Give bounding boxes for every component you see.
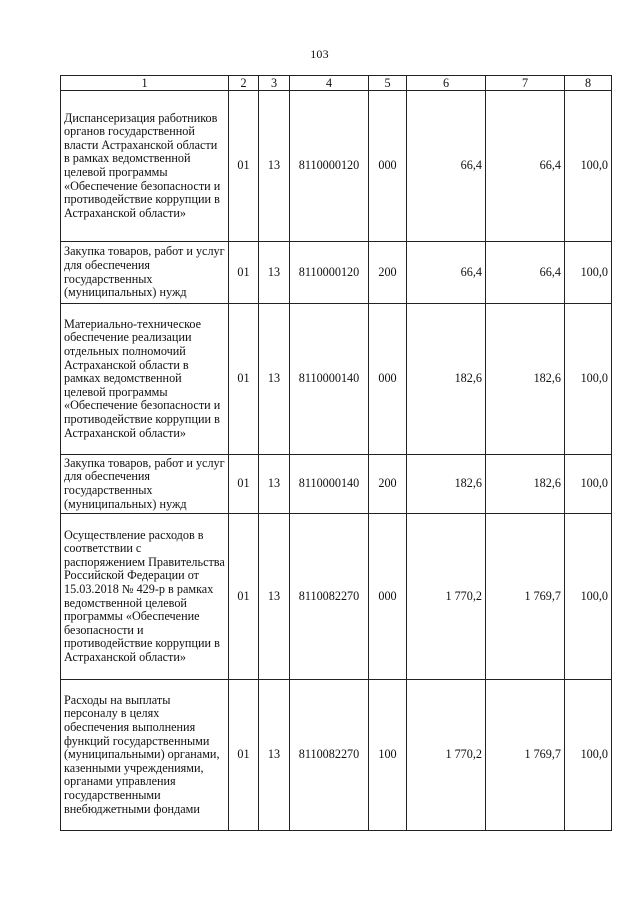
column-header: 5 xyxy=(369,76,407,91)
execution-percent: 100,0 xyxy=(565,242,612,304)
execution-percent: 100,0 xyxy=(565,514,612,680)
expense-type-code: 000 xyxy=(369,91,407,242)
column-header: 3 xyxy=(259,76,290,91)
subsection-code: 13 xyxy=(259,514,290,680)
expense-type-code: 200 xyxy=(369,455,407,514)
column-header: 4 xyxy=(290,76,369,91)
execution-percent: 100,0 xyxy=(565,455,612,514)
expense-type-code: 200 xyxy=(369,242,407,304)
column-header: 2 xyxy=(229,76,259,91)
expense-name: Закупка товаров, работ и услуг для обеспечения государственных (муниципальных) нужд xyxy=(61,455,229,514)
target-article-code: 8110082270 xyxy=(290,514,369,680)
target-article-code: 8110082270 xyxy=(290,680,369,831)
planned-amount: 1 770,2 xyxy=(407,680,486,831)
expense-name: Диспансеризация работников органов государственной власти Астраханской области в рамках ведомственной целевой программы «Обеспечение безопасности и противодействие коррупции в Астраханской области» xyxy=(61,91,229,242)
section-code: 01 xyxy=(229,680,259,831)
section-code: 01 xyxy=(229,304,259,455)
table-row xyxy=(61,304,612,455)
expense-type-code: 100 xyxy=(369,680,407,831)
subsection-code: 13 xyxy=(259,242,290,304)
subsection-code: 13 xyxy=(259,455,290,514)
executed-amount: 1 769,7 xyxy=(486,680,565,831)
planned-amount: 1 770,2 xyxy=(407,514,486,680)
planned-amount: 182,6 xyxy=(407,455,486,514)
subsection-code: 13 xyxy=(259,91,290,242)
subsection-code: 13 xyxy=(259,680,290,831)
execution-percent: 100,0 xyxy=(565,680,612,831)
expense-type-code: 000 xyxy=(369,514,407,680)
column-header: 6 xyxy=(407,76,486,91)
page-number: 103 xyxy=(310,47,329,61)
expense-name: Закупка товаров, работ и услуг для обеспечения государственных (муниципальных) нужд xyxy=(61,242,229,304)
expense-name: Расходы на выплаты персоналу в целях обеспечения выполнения функций государственными (муниципальными) органами, казенными учреждениями, органами управления государственными внебюджетными фондами xyxy=(61,680,229,831)
section-code: 01 xyxy=(229,455,259,514)
column-header: 8 xyxy=(565,76,612,91)
budget-table xyxy=(60,75,612,831)
target-article-code: 8110000120 xyxy=(290,242,369,304)
expense-type-code: 000 xyxy=(369,304,407,455)
subsection-code: 13 xyxy=(259,304,290,455)
execution-percent: 100,0 xyxy=(565,91,612,242)
executed-amount: 1 769,7 xyxy=(486,514,565,680)
target-article-code: 8110000140 xyxy=(290,455,369,514)
table-row xyxy=(61,242,612,304)
planned-amount: 66,4 xyxy=(407,91,486,242)
table-row xyxy=(61,455,612,514)
executed-amount: 66,4 xyxy=(486,91,565,242)
executed-amount: 66,4 xyxy=(486,242,565,304)
section-code: 01 xyxy=(229,514,259,680)
table-row xyxy=(61,514,612,680)
header-row xyxy=(61,76,612,91)
planned-amount: 182,6 xyxy=(407,304,486,455)
section-code: 01 xyxy=(229,91,259,242)
target-article-code: 8110000120 xyxy=(290,91,369,242)
executed-amount: 182,6 xyxy=(486,304,565,455)
expense-name: Материально-техническое обеспечение реализации отдельных полномочий Астраханской области в рамках ведомственной целевой программы «Обеспечение безопасности и противодействие коррупции в Астраханской области» xyxy=(61,304,229,455)
expense-name: Осуществление расходов в соответствии с распоряжением Правительства Российской Федерации от 15.03.2018 № 429-р в рамках ведомственной целевой программы «Обеспечение безопасности и противодействие коррупции в Астраханской области» xyxy=(61,514,229,680)
table-row xyxy=(61,680,612,831)
column-header: 7 xyxy=(486,76,565,91)
execution-percent: 100,0 xyxy=(565,304,612,455)
section-code: 01 xyxy=(229,242,259,304)
target-article-code: 8110000140 xyxy=(290,304,369,455)
column-header: 1 xyxy=(61,76,229,91)
executed-amount: 182,6 xyxy=(486,455,565,514)
table-row xyxy=(61,91,612,242)
planned-amount: 66,4 xyxy=(407,242,486,304)
